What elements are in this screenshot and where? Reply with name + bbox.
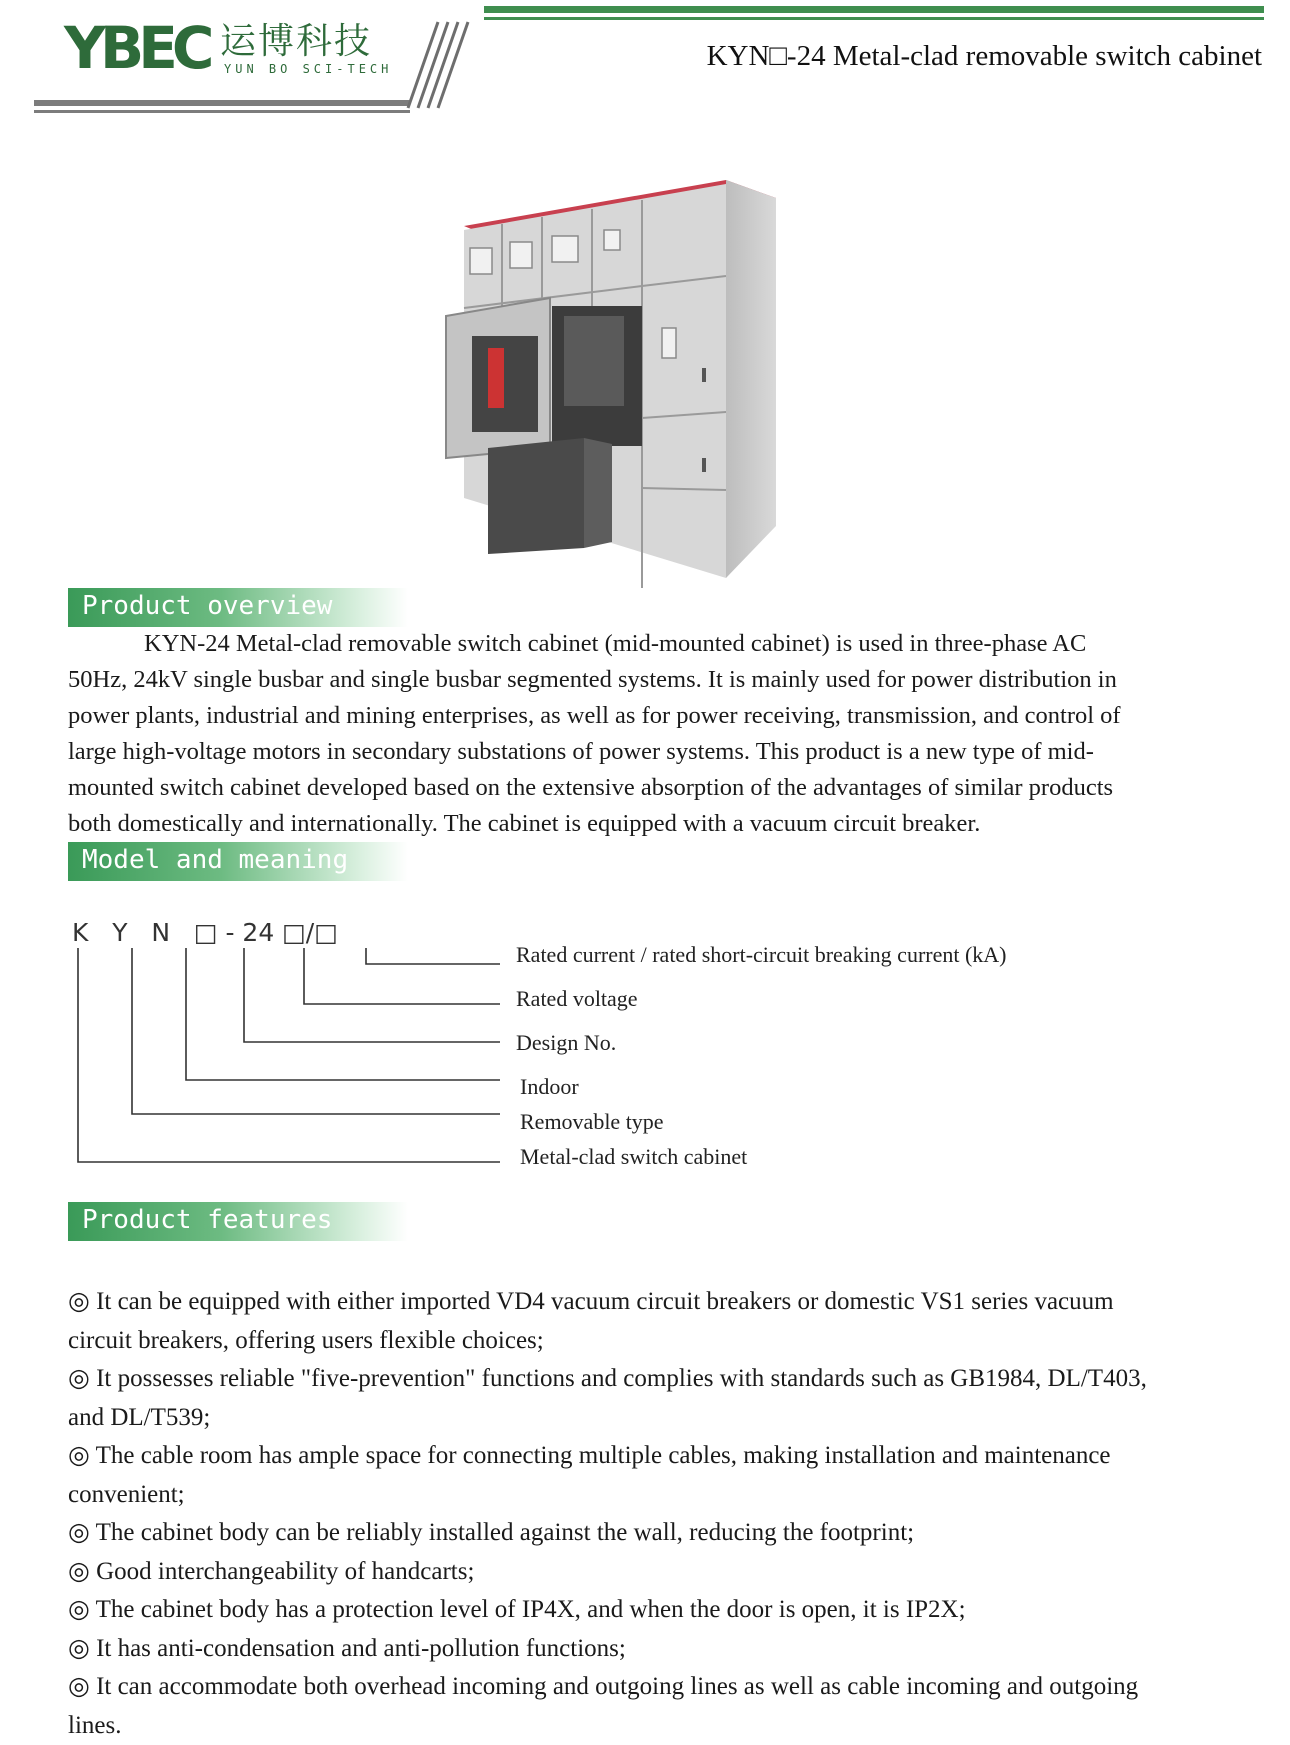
feature-line: lines. — [68, 1707, 1238, 1745]
model-bracket-diagram — [60, 944, 520, 1168]
section-heading-model — [68, 842, 408, 881]
feature-line: ◎ It has anti-condensation and anti-pollution functions; — [68, 1630, 1238, 1669]
feature-line: ◎ The cabinet body has a protection level of IP4X, and when the door is open, it is IP2X; — [68, 1591, 1238, 1630]
feature-line: ◎ The cabinet body can be reliably installed against the wall, reducing the footprint; — [68, 1514, 1238, 1553]
overview-paragraph — [68, 626, 1220, 842]
meaning-label: Indoor — [520, 1074, 579, 1100]
feature-line: ◎ The cable room has ample space for connecting multiple cables, making installation and maintenance — [68, 1437, 1238, 1476]
logo-mark: YBEC — [64, 18, 208, 78]
overview-line: KYN-24 Metal-clad removable switch cabinet (mid-mounted cabinet) is used in three-phase AC — [68, 626, 1220, 662]
meaning-label: Removable type — [520, 1109, 664, 1135]
logo-english-name: YUN BO SCI-TECH — [224, 62, 392, 76]
feature-line: and DL/T539; — [68, 1399, 1238, 1438]
meaning-label: Design No. — [516, 1030, 616, 1056]
page-title: KYN□-24 Metal-clad removable switch cabinet — [707, 40, 1262, 73]
model-code: K Y N □ - 24 □/□ — [72, 918, 338, 947]
overview-line: 50Hz, 24kV single busbar and single busbar segmented systems. It is mainly used for power distribution in — [68, 662, 1220, 698]
section-heading-text: Product features — [82, 1205, 332, 1235]
header-grey-rule — [34, 100, 410, 106]
meaning-label: Rated voltage — [516, 986, 638, 1012]
header-grey-rule-thin — [34, 110, 410, 113]
feature-line: convenient; — [68, 1476, 1238, 1515]
section-heading-text: Model and meaning — [82, 845, 348, 875]
overview-line: both domestically and internationally. The cabinet is equipped with a vacuum circuit breaker. — [68, 806, 1220, 842]
features-list — [68, 1283, 1238, 1745]
feature-line: ◎ It can accommodate both overhead incoming and outgoing lines as well as cable incoming and outgoing — [68, 1668, 1238, 1707]
overview-line: mounted switch cabinet developed based on the extensive absorption of the advantages of similar products — [68, 770, 1220, 806]
overview-line: large high-voltage motors in secondary substations of power systems. This product is a new type of mid- — [68, 734, 1220, 770]
section-heading-text: Product overview — [82, 591, 332, 621]
company-logo — [64, 18, 394, 82]
section-heading-overview — [68, 588, 408, 627]
feature-line: ◎ It can be equipped with either imported VD4 vacuum circuit breakers or domestic VS1 series vacuum — [68, 1283, 1238, 1322]
switch-cabinet-photo — [342, 158, 902, 588]
feature-line: circuit breakers, offering users flexible choices; — [68, 1322, 1238, 1361]
meaning-label: Metal-clad switch cabinet — [520, 1144, 747, 1170]
header-green-rule — [484, 6, 1264, 13]
header-slash-ornament — [404, 18, 494, 112]
feature-line: ◎ Good interchangeability of handcarts; — [68, 1553, 1238, 1592]
logo-chinese-name: 运博科技 — [220, 20, 372, 64]
overview-line: power plants, industrial and mining enterprises, as well as for power receiving, transmission, and control of — [68, 698, 1220, 734]
meaning-label: Rated current / rated short-circuit breaking current (kA) — [516, 942, 1007, 968]
feature-line: ◎ It possesses reliable "five-prevention" functions and complies with standards such as GB1984, DL/T403, — [68, 1360, 1238, 1399]
section-heading-features — [68, 1202, 408, 1241]
header-green-rule-thin — [484, 17, 1264, 20]
